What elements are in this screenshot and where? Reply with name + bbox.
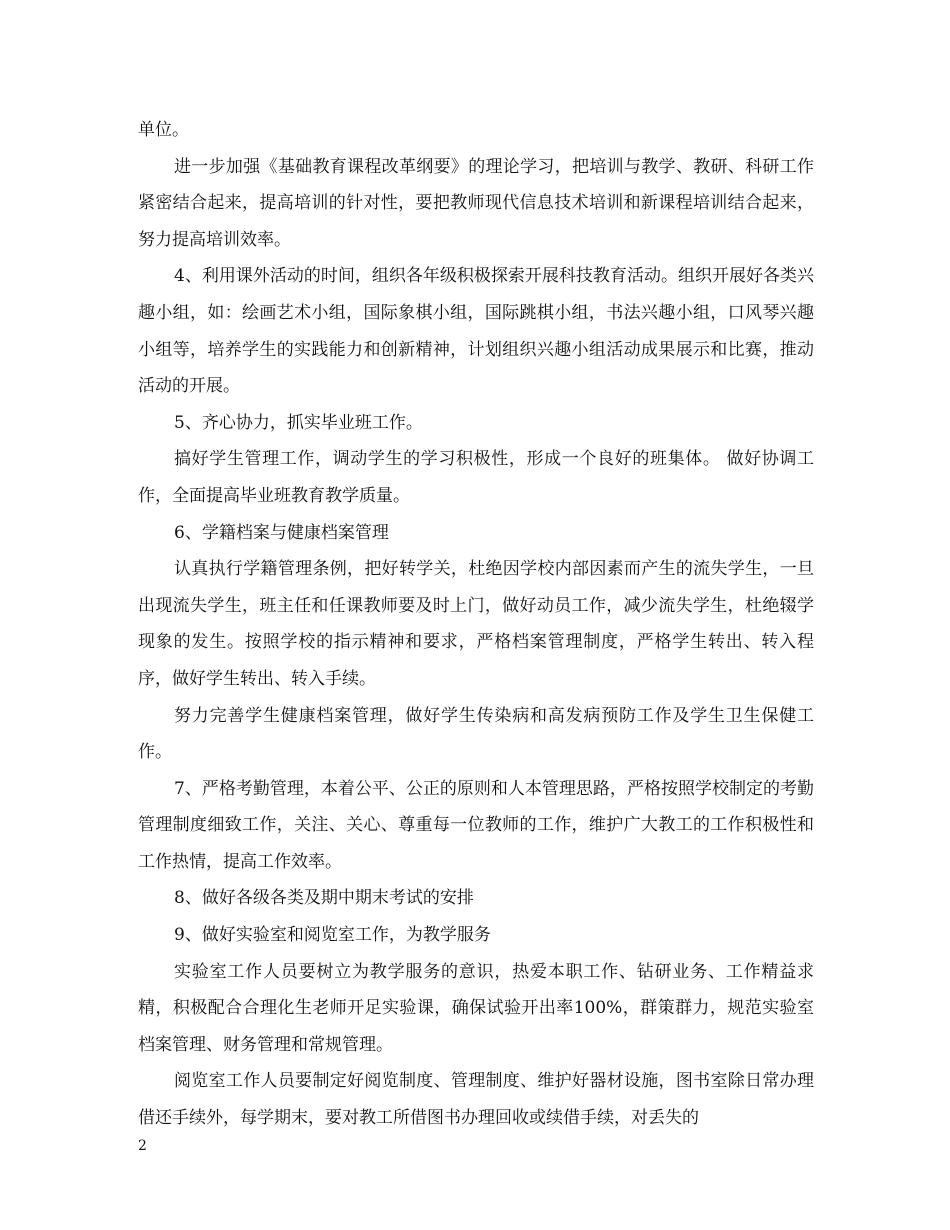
- paragraph: 阅览室工作人员要制定好阅览制度、管理制度、维护好器材设施，图书室除日常办理借还手续外，每学期末，要对教工所借图书办理回收或续借手续，对丢失的: [138, 1071, 814, 1129]
- paragraph: 实验室工作人员要树立为教学服务的意识，热爱本职工作、钻研业务、工作精益求精，积极配合合理化生老师开足实验课，确保试验开出率100%，群策群力，规范实验室档案管理、财务管理和常规管理。: [138, 961, 814, 1055]
- paragraph: 6、学籍档案与健康档案管理: [174, 522, 389, 543]
- paragraph: 9、做好实验室和阅览室工作，为教学服务: [174, 925, 491, 946]
- paragraph: 7、严格考勤管理，本着公平、公正的原则和人本管理思路，严格按照学校制定的考勤管理制度细致工作，关注、关心、尊重每一位教师的工作，维护广大教工的工作积极性和工作热情，提高工作效率。: [138, 778, 814, 872]
- paragraph: 单位。: [138, 120, 189, 140]
- paragraph: 搞好学生管理工作，调动学生的学习积极性，形成一个良好的班集体。 做好协调工作，全面提高毕业班教育教学质量。: [138, 449, 814, 506]
- paragraph: 认真执行学籍管理条例，把好转学关，杜绝因学校内部因素而产生的流失学生，一旦出现流失学生，班主任和任课教师要及时上门，做好动员工作，减少流失学生，杜绝辍学现象的发生。按照学校的指示精神和要求，严格档案管理制度，严格学生转出、转入程序，做好学生转出、转入手续。: [138, 559, 814, 689]
- document-body: [138, 112, 814, 1137]
- paragraph: 进一步加强《基础教育课程改革纲要》的理论学习，把培训与教学、教研、科研工作紧密结合起来，提高培训的针对性，要把教师现代信息技术培训和新课程培训结合起来，努力提高培训效率。: [138, 156, 814, 250]
- paragraph: 8、做好各级各类及期中期末考试的安排: [174, 888, 474, 909]
- page-number: 2: [138, 1138, 147, 1154]
- paragraph: 4、利用课外活动的时间，组织各年级积极探索开展科技教育活动。组织开展好各类兴趣小组，如：绘画艺术小组，国际象棋小组，国际跳棋小组，书法兴趣小组，口风琴兴趣小组等，培养学生的实践能力和创新精神，计划组织兴趣小组活动成果展示和比赛，推动活动的开展。: [138, 266, 814, 397]
- paragraph: 努力完善学生健康档案管理，做好学生传染病和高发病预防工作及学生卫生保健工作。: [138, 705, 814, 763]
- paragraph: 5、齐心协力，抓实毕业班工作。: [174, 412, 423, 433]
